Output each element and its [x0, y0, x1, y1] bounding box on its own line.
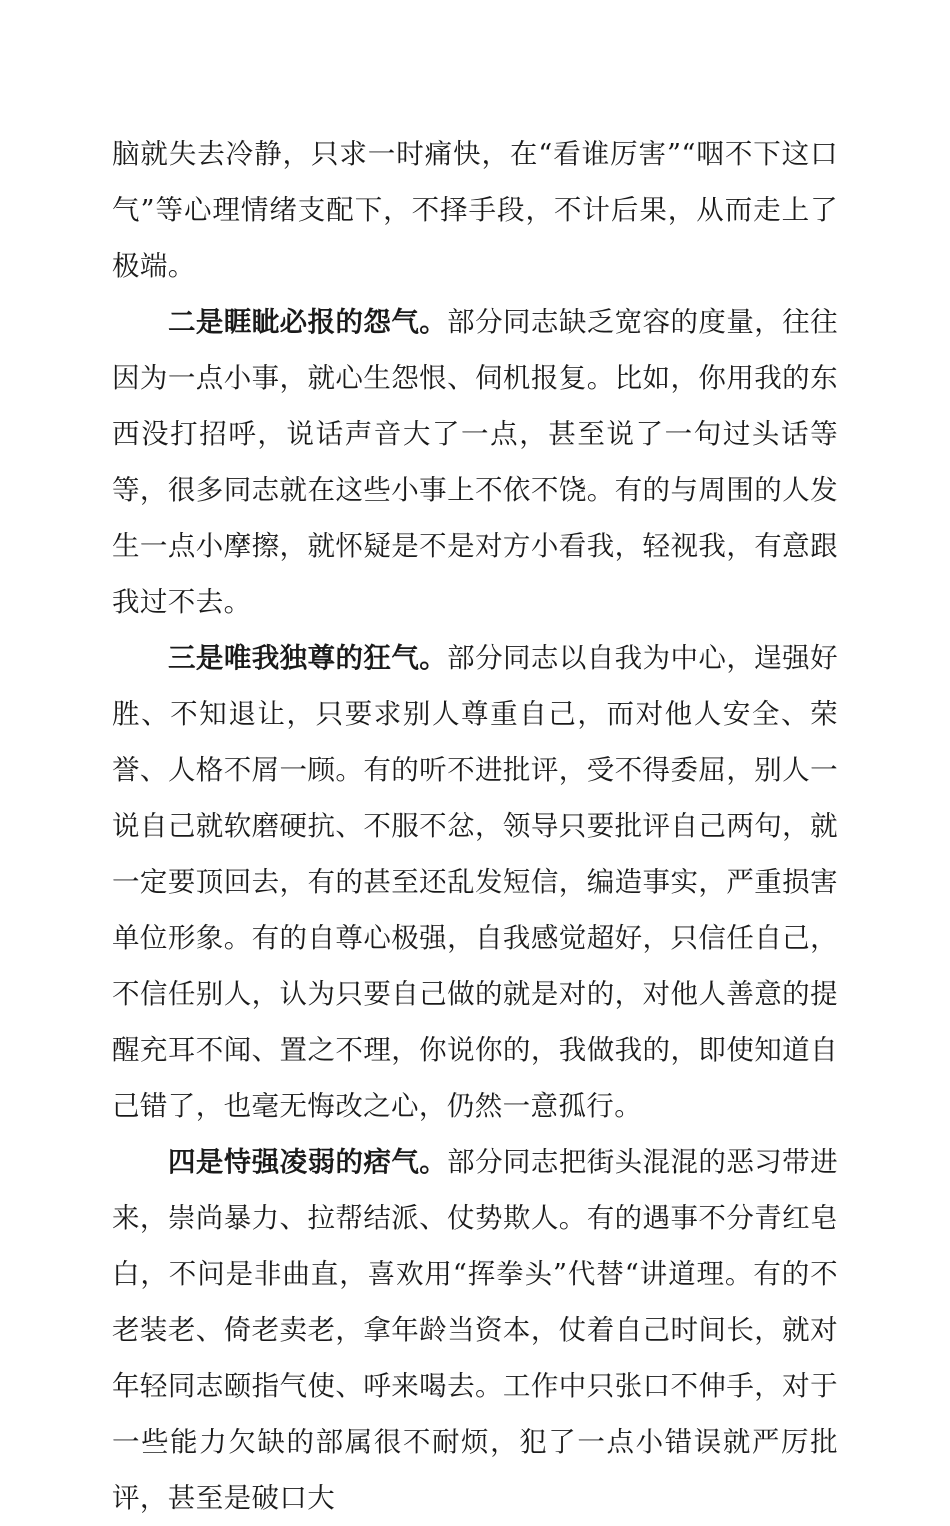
paragraph-3: [112, 630, 838, 1134]
paragraph-3-lead: 三是唯我独尊的狂气。: [168, 642, 448, 674]
paragraph-1: [112, 126, 838, 294]
document-text-body: [112, 126, 838, 1526]
paragraph-1-text: 脑就失去冷静，只求一时痛快，在“看谁厉害”“咽不下这口气”等心理情绪支配下，不择手段，不计后果，从而走上了极端。: [112, 138, 838, 282]
paragraph-3-text: 部分同志以自我为中心，逞强好胜、不知退让，只要求别人尊重自己，而对他人安全、荣誉、人格不屑一顾。有的听不进批评，受不得委屈，别人一说自己就软磨硬抗、不服不忿，领导只要批评自己两句，就一定要顶回去，有的甚至还乱发短信，编造事实，严重损害单位形象。有的自尊心极强，自我感觉超好，只信任自己，不信任别人，认为只要自己做的就是对的，对他人善意的提醒充耳不闻、置之不理，你说你的，我做我的，即使知道自己错了，也毫无悔改之心，仍然一意孤行。: [112, 642, 838, 1122]
paragraph-2: [112, 294, 838, 630]
paragraph-4-text: 部分同志把街头混混的恶习带进来，崇尚暴力、拉帮结派、仗势欺人。有的遇事不分青红皂白，不问是非曲直，喜欢用“挥拳头”代替“讲道理。有的不老装老、倚老卖老，拿年龄当资本，仗着自己时间长，就对年轻同志颐指气使、呼来喝去。工作中只张口不伸手，对于一些能力欠缺的部属很不耐烦，犯了一点小错误就严厉批评，甚至是破口大: [112, 1146, 838, 1514]
paragraph-4-lead: 四是恃强凌弱的痞气。: [168, 1146, 448, 1178]
paragraph-2-lead: 二是睚眦必报的怨气。: [168, 306, 448, 338]
paragraph-4: [112, 1134, 838, 1526]
paragraph-2-text: 部分同志缺乏宽容的度量，往往因为一点小事，就心生怨恨、伺机报复。比如，你用我的东西没打招呼，说话声音大了一点，甚至说了一句过头话等等，很多同志就在这些小事上不依不饶。有的与周围的人发生一点小摩擦，就怀疑是不是对方小看我，轻视我，有意跟我过不去。: [112, 306, 838, 618]
